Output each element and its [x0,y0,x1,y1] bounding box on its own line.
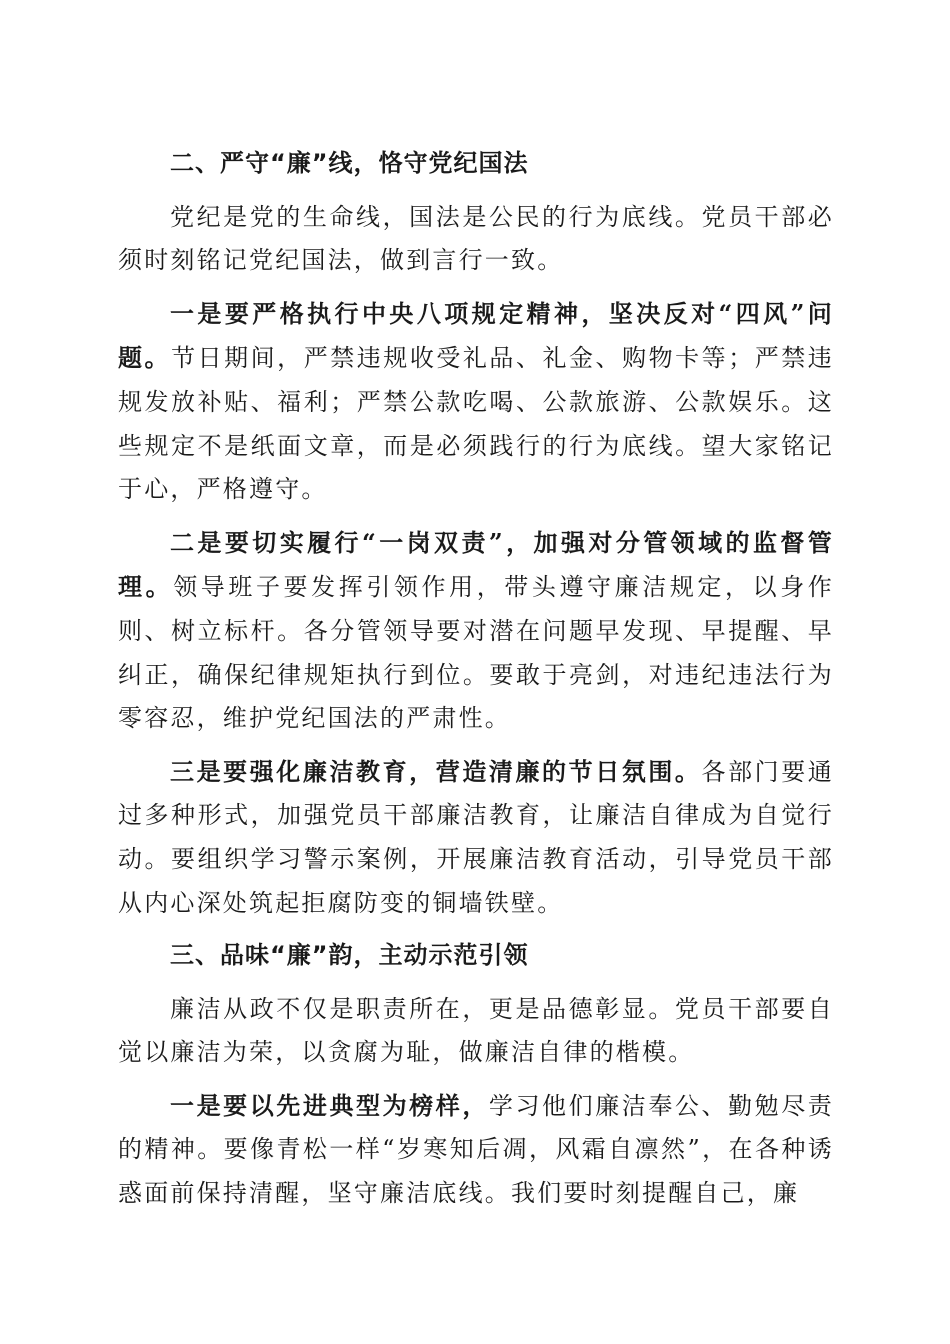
paragraph-lead: 一是要严格执行中央八项规定精神，坚决反对“四风”问题。 [118,298,834,373]
paragraph [118,987,834,1075]
paragraph-lead: 二是要切实履行“一岗双责”，加强对分管领域的监督管理。 [118,527,834,602]
paragraph-text: 党纪是党的生命线，国法是公民的行为底线。党员干部必须时刻铭记党纪国法，做到言行一致。 [118,202,834,275]
paragraph [118,521,834,741]
paragraph-text: 廉洁从政不仅是职责所在，更是品德彰显。党员干部要自觉以廉洁为荣，以贪腐为耻，做廉洁自律的楷模。 [118,994,834,1067]
document-body [118,142,834,1216]
section-heading-2: 二、严守“廉”线，恪守党纪国法 [170,149,529,177]
paragraph [118,292,834,512]
paragraph-text: 节日期间，严禁违规收受礼品、礼金、购物卡等；严禁违规发放补贴、福利；严禁公款吃喝、公款旅游、公款娱乐。这些规定不是纸面文章，而是必须践行的行为底线。望大家铭记于心，严格遵守。 [118,344,834,504]
paragraph [118,195,834,283]
paragraph-text: 各部门要通过多种形式，加强党员干部廉洁教育，让廉洁自律成为自觉行动。要组织学习警示案例，开展廉洁教育活动，引导党员干部从内心深处筑起拒腐防变的铜墙铁壁。 [118,757,834,917]
paragraph-lead: 一是要以先进典型为榜样， [170,1090,489,1120]
paragraph [118,1084,834,1216]
paragraph-text: 领导班子要发挥引领作用，带头遵守廉洁规定，以身作则、树立标杆。各分管领导要对潜在问题早发现、早提醒、早纠正，确保纪律规矩执行到位。要敢于亮剑，对违纪违法行为零容忍，维护党纪国法的严肃性。 [118,573,834,733]
paragraph-lead: 三是要强化廉洁教育，营造清廉的节日氛围。 [170,756,702,786]
section-heading-3: 三、品味“廉”韵，主动示范引领 [170,941,529,970]
paragraph [118,750,834,925]
paragraph-text: 学习他们廉洁奉公、勤勉尽责的精神。要像青松一样“岁寒知后凋，风霜自凛然”，在各种诱惑面前保持清醒，坚守廉洁底线。我们要时刻提醒自己，廉 [118,1091,834,1208]
